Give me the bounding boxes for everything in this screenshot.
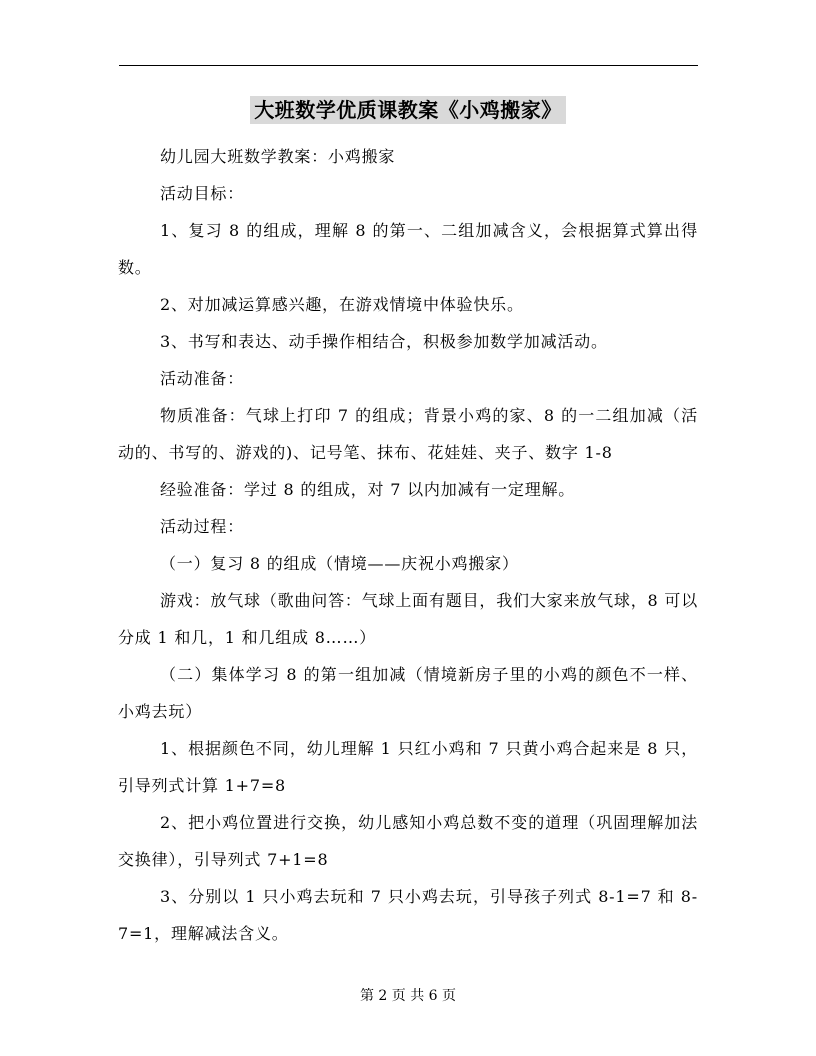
document-body — [118, 138, 698, 952]
page-number: 第 2 页 共 6 页 — [359, 988, 457, 1004]
header-rule — [119, 65, 698, 66]
objective-1: 1、复习 8 的组成，理解 8 的第一、二组加减含义，会根据算式算出得数。 — [118, 221, 698, 277]
process-game: 游戏：放气球（歌曲问答：气球上面有题目，我们大家来放气球，8 可以分成 1 和几，1 和几组成 8……） — [118, 591, 698, 647]
process-section-2: （二）集体学习 8 的第一组加减（情境新房子里的小鸡的颜色不一样、小鸡去玩） — [118, 665, 698, 721]
objective-3: 3、书写和表达、动手操作相结合，积极参加数学加减活动。 — [160, 332, 608, 351]
paragraph-intro: 幼儿园大班数学教案：小鸡搬家 — [160, 147, 396, 166]
title-container — [0, 96, 816, 124]
experience-preparation: 经验准备：学过 8 的组成，对 7 以内加减有一定理解。 — [160, 480, 576, 499]
heading-process: 活动过程： — [160, 517, 245, 536]
process-step-3: 3、分别以 1 只小鸡去玩和 7 只小鸡去玩，引导孩子列式 8-1=7 和 8-7=1，理解减法含义。 — [118, 887, 698, 943]
process-step-1: 1、根据颜色不同，幼儿理解 1 只红小鸡和 7 只黄小鸡合起来是 8 只，引导列式计算 1+7=8 — [118, 739, 698, 795]
material-preparation: 物质准备：气球上打印 7 的组成；背景小鸡的家、8 的一二组加减（活动的、书写的、游戏的)、记号笔、抹布、花娃娃、夹子、数字 1-8 — [118, 406, 698, 462]
process-section-1: （一）复习 8 的组成（情境——庆祝小鸡搬家） — [160, 554, 519, 573]
process-step-2: 2、把小鸡位置进行交换，幼儿感知小鸡总数不变的道理（巩固理解加法交换律），引导列式 7+1=8 — [118, 813, 698, 869]
objective-2: 2、对加减运算感兴趣，在游戏情境中体验快乐。 — [160, 295, 524, 314]
heading-objectives: 活动目标： — [160, 184, 245, 203]
heading-preparation: 活动准备： — [160, 369, 245, 388]
document-title: 大班数学优质课教案《小鸡搬家》 — [250, 96, 566, 124]
page-footer — [0, 986, 816, 1006]
